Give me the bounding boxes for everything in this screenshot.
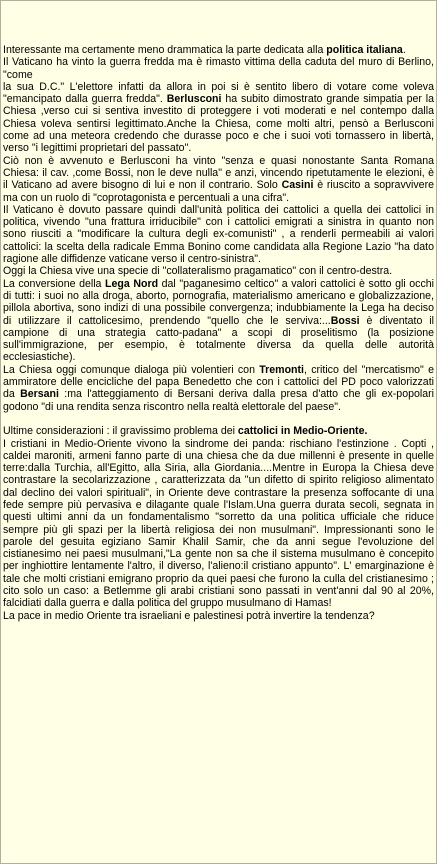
paragraph-cattolici-in-politica: Il Vaticano è dovuto passare quindi dall'unità politica dei cattolici a quella dei cattolici in politica, vivendo "una frattura irriducibile" con i cattolici emigrati a sinistra in quanto non sono riusciti a "modificare la cultura degli ex-comunisti" , a renderli permeabili ai valori cattolici: la scelta della radicale Emma Bonino come candidata alla Regione Lazio "ha dato ragione alle diffidenze vaticane verso il centro-sinistra". — [3, 203, 434, 266]
intro-text: Ultime considerazioni : il gravissimo problema dei — [3, 425, 238, 438]
name-bersani: Bersani — [20, 388, 59, 401]
paragraph-text: La conversione della — [3, 277, 106, 290]
section-intro-medio-oriente — [3, 425, 434, 437]
paragraph-vaticano-guerra-fredda: Il Vaticano ha vinto la guerra fredda ma è rimasto vittima della caduta del muro di Berlino, "come — [3, 56, 434, 81]
paragraph-text: :ma l'atteggiamento di Bersani deriva dalla presa d'atto che gli ex-popolari godono "di una rendita senza riscontro nella realtà elettorale del paese". — [3, 388, 434, 413]
paragraph-pace-medio-oriente: La pace in medio Oriente tra israeliani e palestinesi potrà invertire la tendenza? — [3, 609, 375, 622]
name-tremonti: Tremonti — [259, 363, 304, 376]
intro-end: . — [402, 44, 406, 56]
name-lega-nord: Lega Nord — [105, 277, 159, 290]
paragraph-text: la sua D.C." L'elettore infatti da allora in poi si è sentito libero di votare come voleva "emancipato dalla guerra fredda". — [3, 80, 434, 106]
article-body — [3, 44, 434, 622]
paragraph-text: La Chiesa oggi comunque dialoga più volentieri con — [3, 363, 260, 376]
paragraph-cristiani-medio-oriente: I cristiani in Medio-Oriente vivono la sindrome dei panda: rischiano l'estinzione . Copti , caldei maroniti, armeni fanno parte di una chiesa che da due millenni è presente in quelle terre:dalla Turchia, all'Egitto, alla Siria, alla Giordania....Mentre in Europa la Chiesa deve contrastare la secolarizzazione , caratterizzata da "un difetto di spirito religioso alimentato dal declino dei valori spirituali", in Oriente deve contrastare la presenza soffocante di una fede sempre più pervasiva e dilagante quale l'Islam.Una guerra durata secoli, segnata in questi ultimi anni da un fondamentalismo "sorretto da una politica ufficiale che riduce sempre più gli spazi per la libertà religiosa dei non musulmani". Impressionanti sono le parole del gesuita egiziano Samir Khalil Samir, che da anni segue l'evoluzione del cistianesimo nei paesi musulmani,"La gente non sa che il sistema musulmano è concepito per inghiottire lentamente l'altro, il diverso, l'alieno:il cristiano appunto". L' emarginazione è tale che molti cristiani emigrano proprio da quei paesi che furono la culla del cristianesimo ; cito solo un caso: a Betlemme gli arabi cristiani sono passati in vent'anni dal 90 al 20%, falcidiati dalla guerra e dalla politica del gruppo musulmano di Hamas! — [3, 437, 434, 610]
paragraph-text: è diventato il campione di una strategia catto-padana" a scopi di proselitismo (la posizione sull'immigrazione, per esempio, è totalmente diversa da quella delle autorità ecclesiastiche). — [3, 314, 434, 364]
name-casini: Casini — [281, 179, 314, 192]
paragraph-text: Ciò non è avvenuto e Berlusconi ha vinto "senza e quasi nonostante Santa Romana Chiesa: il cav. ,come Bossi, non le deve nulla" e anzi, vincendo ripetutamente le elezioni, è il Vaticano ad avere bisogno di lui e non il contrario. Solo — [3, 154, 434, 192]
section-intro-politica — [3, 44, 434, 56]
topic-politica-italiana: politica italiana — [326, 44, 403, 56]
intro-text: Interessante ma certamente meno drammatica la parte dedicata alla — [3, 44, 327, 56]
paragraph-collateralismo: Oggi la Chiesa vive una specie di "collateralismo pragamatico" con il centro-destra. — [3, 265, 393, 278]
name-berlusconi: Berlusconi — [166, 93, 222, 106]
paragraph-spacer — [3, 413, 434, 425]
topic-cattolici-medio-oriente: cattolici in Medio-Oriente. — [237, 425, 368, 438]
paragraph-tremonti-bersani — [3, 364, 434, 413]
paragraph-berlusconi — [3, 81, 434, 155]
paragraph-text: dal "paganesimo celtico" a valori cattolici è sotto gli occhi di tutti: i suoi no alla droga, aborto, pornografia, materialismo americano e globalizzazione, pillola abortiva, sono indizi di una possibile convergenza; indubbiamente la Lega ha deciso di utilizzare il cattolicesimo, prendendo "quello che le serviva:... — [3, 277, 434, 327]
paragraph-text: , critico del "mercatismo" e ammiratore delle encicliche del papa Benedetto che con i cattolici del PD poco valorizzati da — [3, 363, 434, 401]
paragraph-lega-nord — [3, 278, 434, 364]
paragraph-text: è riuscito a sopravvivere ma con un ruolo di "coprotagonista e percentuali a una cifra". — [3, 179, 434, 204]
name-bossi: Bossi — [330, 314, 360, 327]
paragraph-text: ha subito dimostrato grande simpatia per la Chiesa ,verso cui si sentiva investito di proteggere i voti moderati e nel contempo dalla Chiesa voleva sentirsi legittimato.Anche la Chiesa, come molti altri, pensò a Berlusconi come ad una meteora credendo che durasse poco e che i suoi voti tornassero in libertà, verso "i legittimi proprietari del passato". — [3, 93, 434, 155]
paragraph-casini — [3, 155, 434, 204]
